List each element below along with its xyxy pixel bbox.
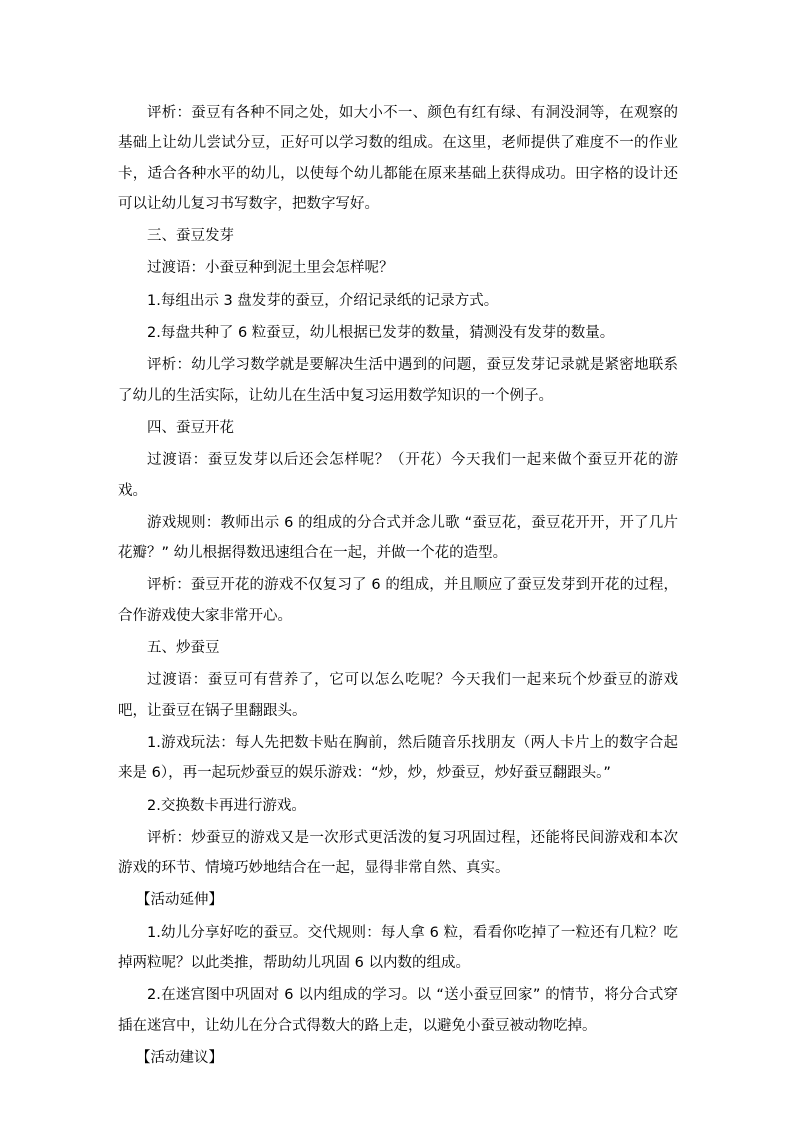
heading-activity-extension: 【活动延伸】 xyxy=(136,892,223,909)
paragraph-evaluation-1: 评析：蚕豆有各种不同之处，如大小不一、颜色有红有绿、有洞没洞等，在观察的基础上让幼儿尝试分豆，正好可以学习数的组成。在这里，老师提供了难度不一的作业卡，适合各种水平的幼儿，以使每个幼儿都能在原来基础上获得成功。田字格的设计还可以让幼儿复习书写数字，把数字写好。 xyxy=(118,105,678,212)
transition-text-5: 过渡语：蚕豆可有营养了，它可以怎么吃呢？今天我们一起来玩个炒蚕豆的游戏吧，让蚕豆在锅子里翻跟头。 xyxy=(118,672,678,719)
paragraph-evaluation-2: 评析：幼儿学习数学就是要解决生活中遇到的问题，蚕豆发芽记录就是紧密地联系了幼儿的生活实际，让幼儿在生活中复习运用数学知识的一个例子。 xyxy=(118,357,678,404)
extension-item-1: 1.幼儿分享好吃的蚕豆。交代规则：每人拿 6 粒，看看你吃掉了一粒还有几粒？吃掉两粒呢？以此类推，帮助幼儿巩固 6 以内数的组成。 xyxy=(118,924,678,972)
document-body xyxy=(118,98,678,1075)
step-3-1: 1.每组出示 3 盘发芽的蚕豆，介绍记录纸的记录方式。 xyxy=(147,292,499,309)
step-5-2: 2.交换数卡再进行游戏。 xyxy=(147,797,306,814)
transition-text-3: 过渡语：小蚕豆种到泥土里会怎样呢？ xyxy=(147,260,394,277)
step-3-2: 2.每盘共种了 6 粒蚕豆，幼儿根据已发芽的数量，猜测没有发芽的数量。 xyxy=(147,325,615,342)
paragraph-evaluation-4: 评析：炒蚕豆的游戏又是一次形式更活泼的复习巩固过程，还能将民间游戏和本次游戏的环节、情境巧妙地结合在一起，显得非常自然、真实。 xyxy=(118,829,678,877)
transition-text-4: 过渡语：蚕豆发芽以后还会怎样呢？（开花）今天我们一起来做个蚕豆开花的游戏。 xyxy=(118,452,678,499)
heading-activity-suggestions: 【活动建议】 xyxy=(136,1049,223,1066)
section-heading-4: 四、蚕豆开花 xyxy=(147,419,234,436)
paragraph-evaluation-3: 评析：蚕豆开花的游戏不仅复习了 6 的组成，并且顺应了蚕豆发芽到开花的过程，合作游戏使大家非常开心。 xyxy=(118,577,678,624)
step-5-1: 1.游戏玩法：每人先把数卡贴在胸前，然后随音乐找朋友（两人卡片上的数字合起来是 6），再一起玩炒蚕豆的娱乐游戏：“炒，炒，炒蚕豆，炒好蚕豆翻跟头。” xyxy=(118,734,678,782)
extension-item-2: 2.在迷宫图中巩固对 6 以内组成的学习。以 “送小蚕豆回家” 的情节，将分合式穿插在迷宫中，让幼儿在分合式得数大的路上走，以避免小蚕豆被动物吃掉。 xyxy=(118,987,678,1034)
section-heading-5: 五、炒蚕豆 xyxy=(147,640,220,657)
section-heading-3: 三、蚕豆发芽 xyxy=(147,228,234,245)
game-rules-4: 游戏规则：教师出示 6 的组成的分合式并念儿歌 “蚕豆花，蚕豆花开开，开了几片花瓣？” 幼儿根据得数迅速组合在一起，并做一个花的造型。 xyxy=(118,514,678,562)
